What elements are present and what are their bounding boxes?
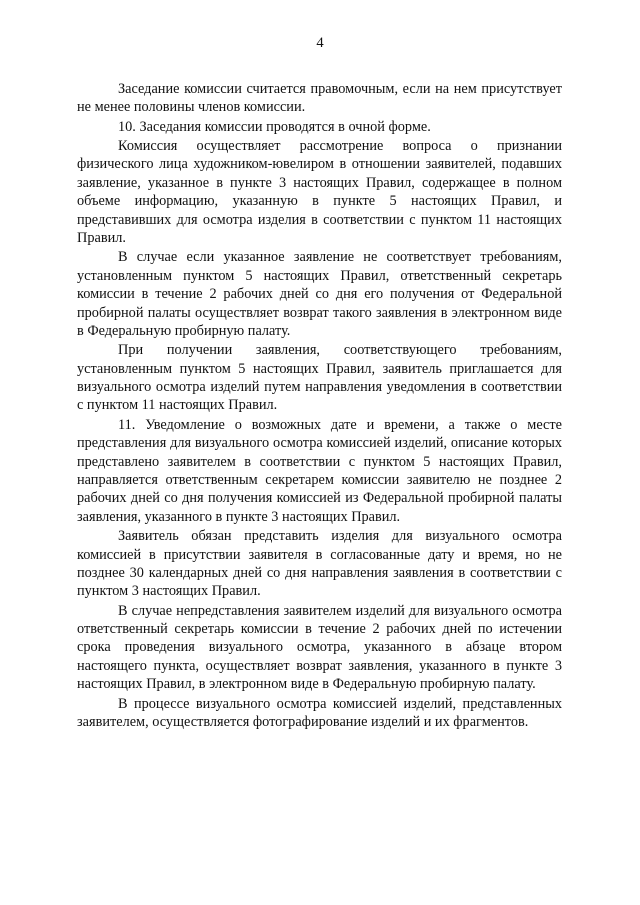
paragraph-item-10: 10. Заседания комиссии проводятся в очной форме.	[118, 118, 431, 135]
page-number: 4	[316, 35, 324, 51]
paragraph-photography: В процессе визуального осмотра комиссией изделий, представленных заявителем, осуществляется фотографирование изделий и их фрагментов.	[77, 695, 562, 730]
document-body	[77, 80, 562, 731]
paragraph-applicant-obligation: Заявитель обязан представить изделия для визуального осмотра комиссией в присутствии заявителя в согласованные дату и время, но не позднее 30 календарных дней со дня направления заявления в соответствии с пунктом 3 настоящих Правил.	[77, 528, 562, 600]
paragraph-review: Комиссия осуществляет рассмотрение вопроса о признании физического лица художником-ювелиром в отношении заявителей, подавших заявление, указанное в пункте 3 настоящих Правил, содержащее в полном объеме информацию, указанную в пункте 5 настоящих Правил, и представивших для осмотра изделия в соответствии с пунктом 11 настоящих Правил.	[77, 138, 562, 247]
paragraph-return-nonconforming: В случае если указанное заявление не соответствует требованиям, установленным пунктом 5 настоящих Правил, ответственный секретарь комиссии в течение 2 рабочих дней со дня его получения от Федеральной пробирной палаты осуществляет возврат такого заявления в электронном виде в Федеральную пробирную палату.	[77, 249, 562, 339]
paragraph-invitation: При получении заявления, соответствующего требованиям, установленным пунктом 5 настоящих Правил, заявитель приглашается для визуального осмотра изделий путем направления уведомления в соответствии с пунктом 11 настоящих Правил.	[77, 342, 562, 414]
paragraph-item-11: 11. Уведомление о возможных дате и времени, а также о месте представления для визуального осмотра комиссией изделий, описание которых представлено заявителем в соответствии с пунктом 5 настоящих Правил, направляется ответственным секретарем комиссии заявителю не позднее 2 рабочих дней со дня получения комиссией из Федеральной пробирной палаты заявления, указанного в пункте 3 настоящих Правил.	[77, 416, 562, 525]
paragraph-non-submission: В случае непредставления заявителем изделий для визуального осмотра ответственный секретарь комиссии в течение 2 рабочих дней по истечении срока проведения визуального осмотра, указанного в абзаце втором настоящего пункта, осуществляет возврат заявления, указанного в пункте 3 настоящих Правил, в электронном виде в Федеральную пробирную палату.	[77, 602, 562, 693]
paragraph-quorum: Заседание комиссии считается правомочным, если на нем присутствует не менее половины членов комиссии.	[77, 81, 562, 116]
